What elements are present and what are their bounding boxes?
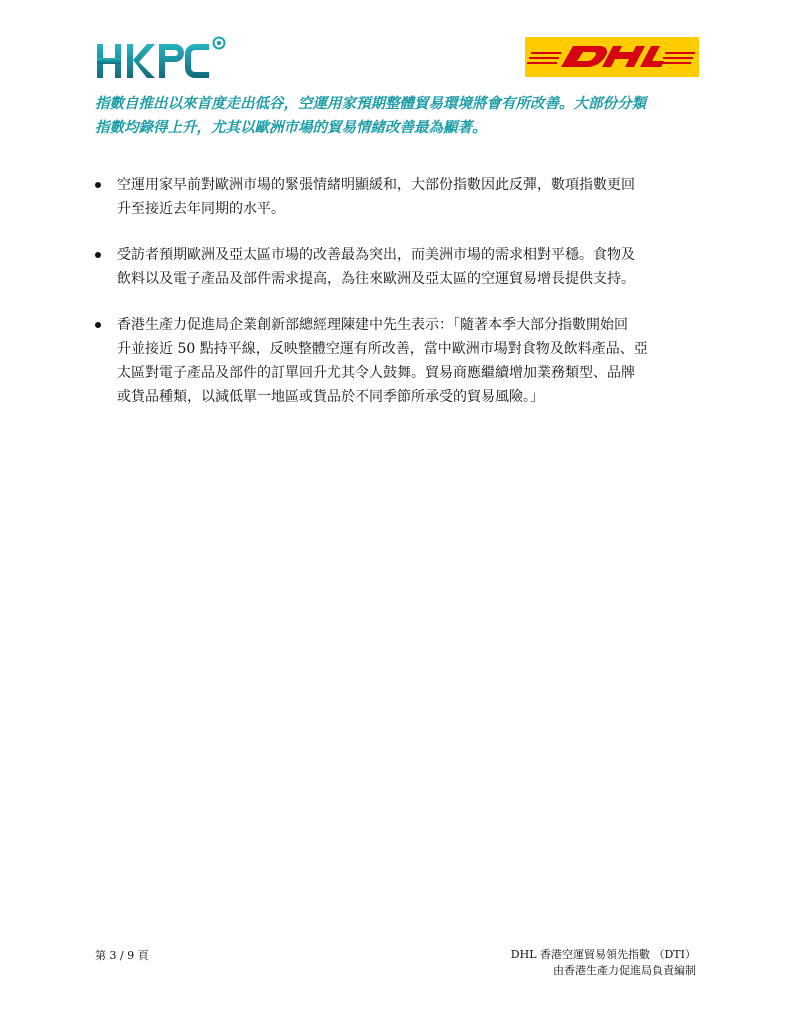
headline-line-2: 指數均錄得上升，尤其以歐洲市場的貿易情緒改善最為顯著。 xyxy=(95,120,487,136)
bullet-dot-icon xyxy=(95,252,101,258)
page-number: 第 3 / 9 頁 xyxy=(95,949,149,962)
headline-line-1: 指數自推出以來首度走出低谷，空運用家預期整體貿易環境將會有所改善。大部份分類 xyxy=(95,96,646,112)
bullet-list xyxy=(95,173,715,431)
bullet-item xyxy=(95,243,715,291)
bullet-line: 空運用家早前對歐洲市場的緊張情緒明顯緩和，大部份指數因此反彈，數項指數更回 xyxy=(117,177,635,193)
hkpc-logo xyxy=(95,36,227,82)
bullet-line: 太區對電子產品及部件的訂單回升尤其令人鼓舞。貿易商應繼續增加業務類型、品牌 xyxy=(117,365,635,381)
bullet-line: 香港生產力促進局企業創新部總經理陳建中先生表示：「隨著本季大部分指數開始回 xyxy=(117,317,628,333)
bullet-line: 或貨品種類，以減低單一地區或貨品於不同季節所承受的貿易風險。」 xyxy=(117,389,544,405)
bullet-item xyxy=(95,173,715,221)
dhl-logo xyxy=(525,37,699,77)
bullet-dot-icon xyxy=(95,182,101,188)
footer-info xyxy=(511,947,696,979)
bullet-line: 飲料以及電子產品及部件需求提高，為往來歐洲及亞太區的空運貿易增長提供支持。 xyxy=(117,271,635,287)
bullet-line: 升至接近去年同期的水平。 xyxy=(117,201,285,217)
footer-title: DHL 香港空運貿易領先指數 （DTI） xyxy=(510,948,696,961)
bullet-item xyxy=(95,313,715,409)
bullet-line: 受訪者預期歐洲及亞太區市場的改善最為突出，而美洲市場的需求相對平穩。食物及 xyxy=(117,247,635,263)
bullet-line: 升並接近 50 點持平線，反映整體空運有所改善，當中歐洲市場對食物及飲料產品、亞 xyxy=(117,341,648,357)
footer-compiled-by: 由香港生產力促進局負責編制 xyxy=(553,964,696,977)
headline xyxy=(95,92,715,140)
bullet-dot-icon xyxy=(95,322,101,328)
